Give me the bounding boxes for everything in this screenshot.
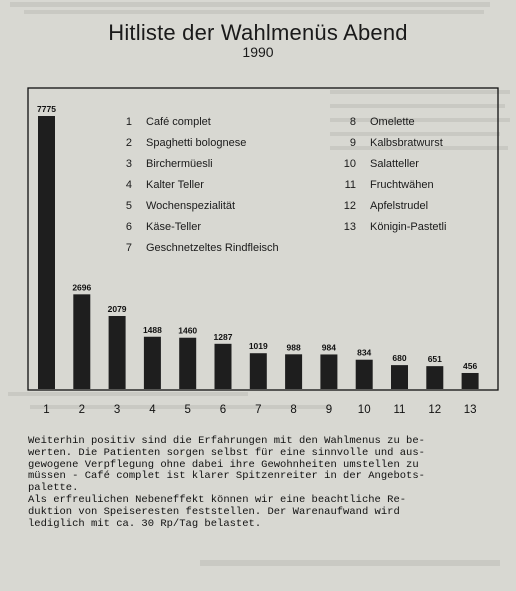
bar (73, 294, 90, 389)
bar (109, 316, 126, 389)
legend-item-number: 11 (344, 179, 356, 191)
data-label: 1287 (213, 331, 233, 342)
legend-item-number: 3 (125, 158, 132, 170)
legend-item-label: Käse-Teller (146, 221, 202, 233)
x-tick-label: 7 (255, 404, 262, 416)
bar (320, 354, 337, 389)
x-tick-label: 12 (428, 404, 442, 416)
x-tick-label: 8 (290, 404, 297, 416)
data-label: 2079 (107, 304, 127, 315)
legend-item-number: 12 (343, 200, 356, 212)
legend-item-label: Kalter Teller (146, 179, 204, 191)
legend-item-label: Königin-Pastetli (370, 221, 447, 233)
chart-title: Hitliste der Wahlmenüs Abend (108, 20, 408, 45)
x-tick-label: 6 (219, 404, 227, 416)
legend-item-number: 10 (343, 158, 356, 170)
data-label: 2696 (72, 282, 92, 293)
legend-item-number: 13 (343, 221, 356, 233)
x-tick-label: 11 (393, 404, 406, 416)
legend-item-label: Geschnetzeltes Rindfleisch (146, 242, 279, 254)
legend-item-number: 7 (125, 242, 132, 254)
legend-item-label: Fruchtwähen (370, 179, 434, 191)
data-label: 7775 (37, 104, 56, 114)
x-tick-label: 5 (184, 404, 191, 416)
data-label: 456 (463, 360, 478, 371)
bar (215, 344, 232, 389)
data-label: 834 (357, 347, 372, 358)
legend-item-number: 2 (125, 137, 132, 149)
legend-item-number: 6 (125, 221, 132, 233)
legend-item-label: Omelette (370, 116, 415, 128)
bar (179, 338, 196, 389)
data-label: 1488 (142, 324, 162, 335)
legend-item-label: Kalbsbratwurst (370, 137, 443, 149)
bar (144, 337, 161, 389)
x-tick-label: 3 (113, 404, 121, 416)
x-tick-label: 4 (149, 404, 156, 416)
bar (462, 373, 479, 389)
data-label: 984 (321, 342, 336, 353)
legend-item-number: 8 (349, 116, 356, 128)
legend-item-label: Wochenspezialität (146, 200, 236, 212)
chart-subtitle: 1990 (242, 44, 274, 60)
data-label: 680 (392, 353, 407, 364)
bar (38, 116, 55, 389)
x-tick-label: 10 (357, 404, 371, 416)
legend-item-label: Spaghetti bolognese (146, 137, 247, 149)
bar (426, 366, 443, 389)
caption-paragraph-2: Als erfreulichen Nebeneffekt können wir eine beachtliche Re- duktion von Speiseresten feststellen. Der Warenaufwand wird lediglich mit ca. 30 Rp/Tag belastet. (28, 493, 407, 530)
legend-item-label: Birchermüesli (146, 158, 213, 170)
legend-item-number: 9 (349, 137, 356, 149)
x-tick-label: 13 (463, 404, 477, 416)
data-label: 988 (286, 342, 301, 353)
data-label: 651 (427, 354, 442, 365)
bar (356, 360, 373, 389)
bar (250, 353, 267, 389)
data-label: 1460 (178, 325, 198, 336)
caption (28, 436, 498, 530)
bar (285, 354, 302, 389)
data-label: 1019 (248, 341, 268, 352)
legend-item-number: 5 (125, 200, 132, 212)
legend-item-label: Café complet (146, 116, 211, 128)
x-tick-label: 1 (43, 404, 50, 416)
x-tick-label: 9 (325, 404, 333, 416)
legend-item-number: 4 (125, 179, 132, 191)
x-tick-label: 2 (78, 404, 86, 416)
bar (391, 365, 408, 389)
caption-paragraph-1: Weiterhin positiv sind die Erfahrungen mit den Wahlmenus zu be- werten. Die Patienten sorgen selbst für eine sinnvolle und aus- gewogene Verpflegung ohne dabei ihre Gewohnheiten umstellen zu müssen - Café complet ist klarer Spitzenreiter in der Angebots- palette. (28, 435, 425, 495)
legend-item-label: Salatteller (370, 158, 419, 170)
legend-item-number: 1 (125, 116, 132, 128)
legend-item-label: Apfelstrudel (370, 200, 429, 212)
